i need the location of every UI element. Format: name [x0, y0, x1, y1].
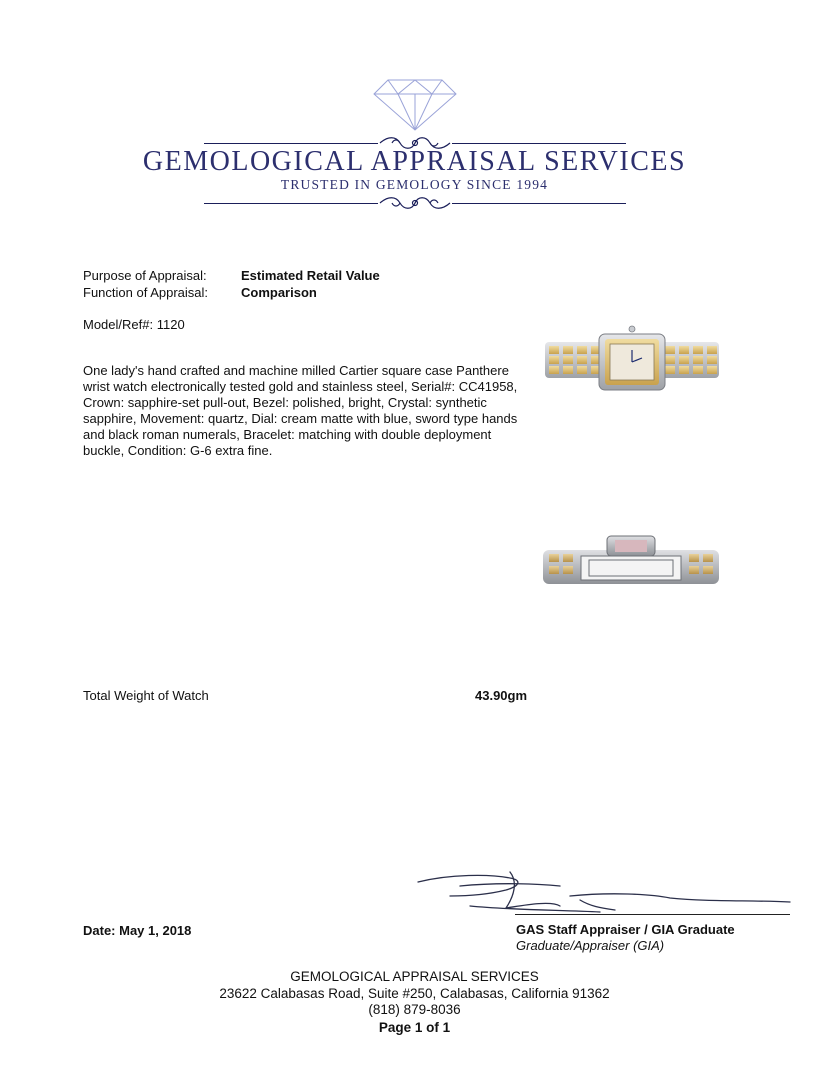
header-bottom-rule: [204, 203, 378, 204]
ornament-bottom-icon: [378, 194, 452, 212]
item-description: One lady's hand crafted and machine milled Cartier square case Panthere wrist watch electronically tested gold and stainless steel, Serial#: CC41958, Crown: sapphire-set pull-out, Bezel: polished, bright, Crystal: synthetic sapphire, Movement: quartz, Dial: cream matte with blue, sword type hands and black roman numerals, Bracelet: matching with double deployment buckle, Condition: G-6 extra fine.: [83, 363, 518, 458]
header-bottom-rule-right: [452, 203, 626, 204]
function-label: Function of Appraisal:: [83, 285, 209, 300]
page-number: Page 1 of 1: [378, 1020, 451, 1035]
appraiser-signature: [410, 862, 795, 922]
company-title: GEMOLOGICAL APPRAISAL SERVICES: [142, 146, 687, 177]
footer-phone: (818) 879-8036: [368, 1002, 461, 1017]
purpose-value: Estimated Retail Value: [241, 268, 380, 283]
watch-back-photo: [541, 532, 721, 592]
signature-line: [515, 914, 790, 915]
footer-company: GEMOLOGICAL APPRAISAL SERVICES: [290, 969, 539, 984]
model-ref: [83, 317, 185, 332]
function-value: Comparison: [241, 285, 317, 300]
model-label: Model/Ref#:: [83, 317, 154, 332]
appraiser-title: GAS Staff Appraiser / GIA Graduate: [516, 922, 735, 937]
footer-address: 23622 Calabasas Road, Suite #250, Calabasas, California 91362: [219, 986, 610, 1001]
watch-front-photo: [543, 322, 723, 392]
header-top-rule: [204, 143, 378, 144]
model-value: 1120: [156, 317, 185, 332]
header-top-rule-right: [452, 143, 626, 144]
diamond-logo-icon: [372, 78, 458, 132]
weight-value: 43.90gm: [475, 688, 528, 703]
appraisal-date: Date: May 1, 2018: [83, 923, 192, 938]
weight-label: Total Weight of Watch: [83, 688, 209, 703]
purpose-label: Purpose of Appraisal:: [83, 268, 207, 283]
appraiser-credentials: Graduate/Appraiser (GIA): [516, 938, 665, 953]
company-tagline: TRUSTED IN GEMOLOGY SINCE 1994: [280, 177, 549, 192]
